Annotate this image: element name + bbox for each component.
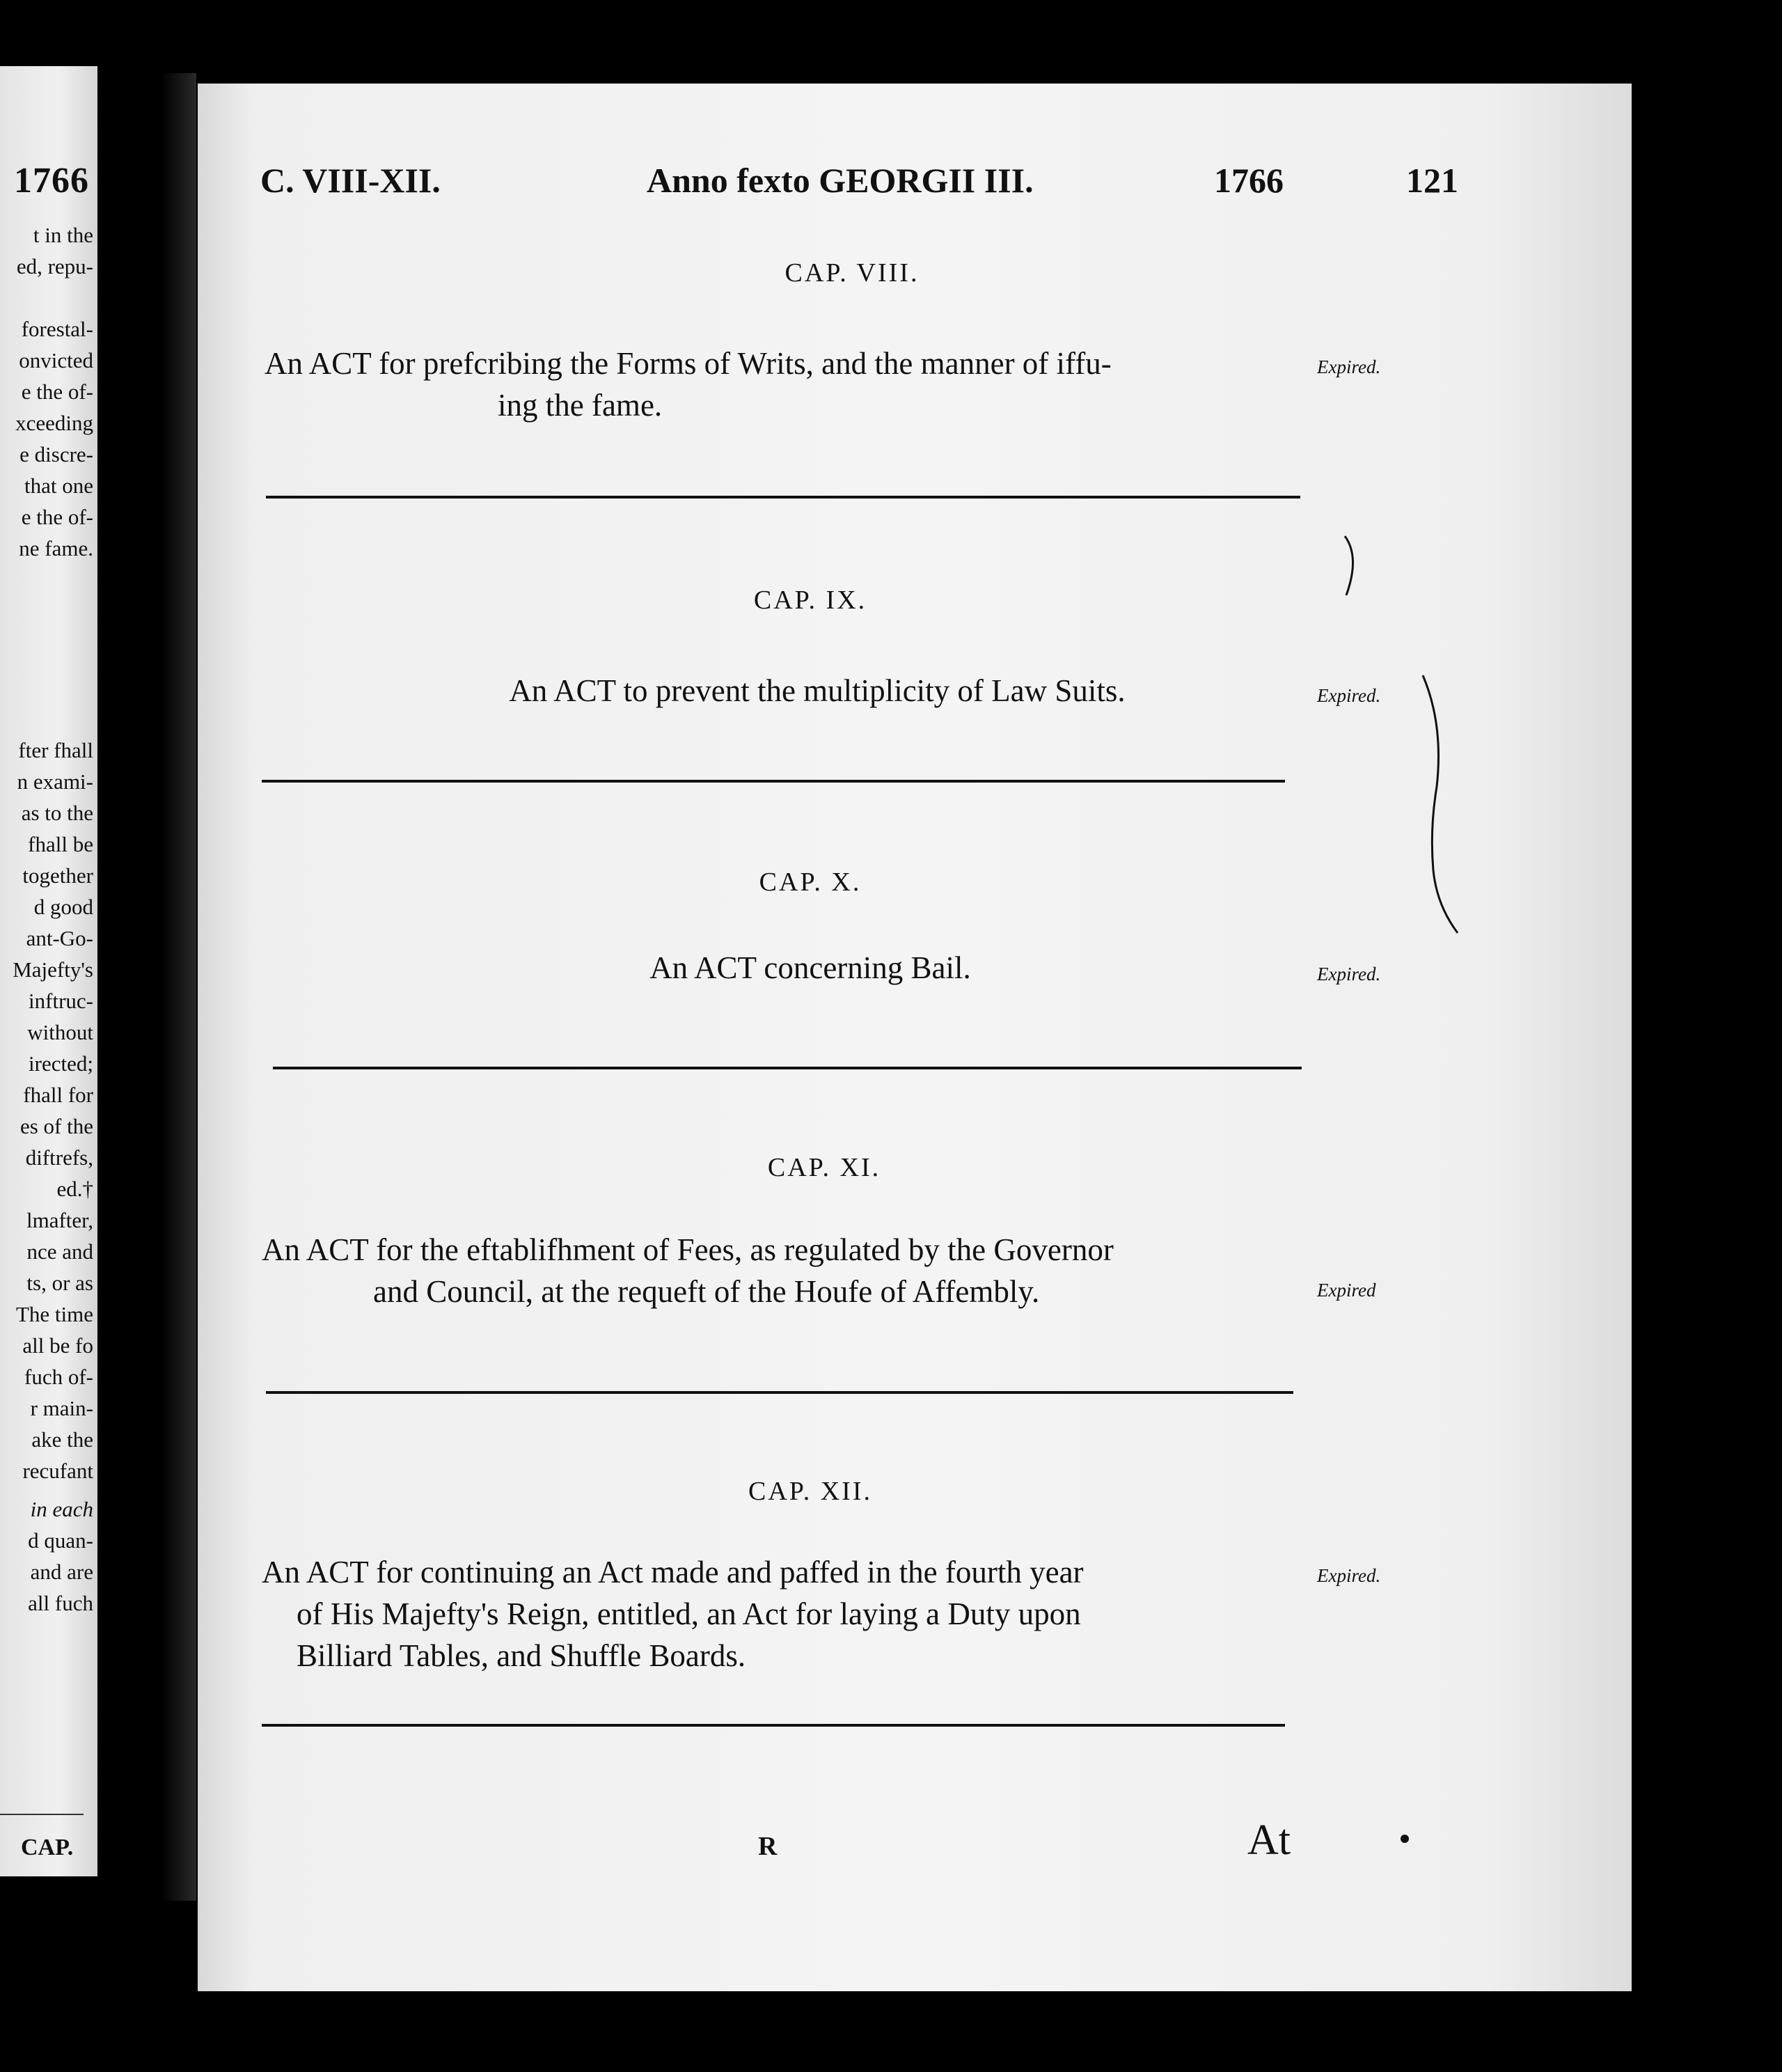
left-page-line: es of the (19, 1114, 93, 1138)
left-page-year: 1766 (14, 161, 89, 201)
left-page-line: The time (15, 1302, 93, 1326)
left-page-line: onvicted (19, 348, 93, 372)
margin-note-expired: Expired. (1317, 964, 1381, 984)
act-title-line: ing the fame. (498, 388, 663, 423)
left-page-line: all be fo (22, 1333, 93, 1358)
act-title-line: An ACT for prefcribing the Forms of Writs, and the manner of iffu- (265, 346, 1112, 381)
left-page-line: and are (30, 1560, 93, 1584)
left-page-line: all fuch (28, 1591, 93, 1615)
left-page-line: in each (30, 1497, 93, 1521)
margin-note-expired: Expired (1317, 1280, 1376, 1301)
chapter-heading: CAP. XII. (748, 1477, 872, 1506)
left-facing-page (0, 66, 97, 1876)
right-page (198, 84, 1632, 1991)
section-rule (266, 496, 1300, 499)
act-title-line: An ACT for continuing an Act made and paffed in the fourth year (262, 1555, 1084, 1590)
left-page-line: inftruc- (29, 989, 93, 1013)
handwritten-bracket-mark (1416, 668, 1472, 947)
section-rule (273, 1067, 1302, 1069)
ink-dot (1401, 1835, 1409, 1843)
left-page-line: e the of- (21, 505, 93, 529)
act-title (262, 1551, 1320, 1677)
left-page-line: e discre- (19, 442, 93, 466)
left-page-catchword: CAP. (21, 1835, 74, 1860)
page-number: 121 (1406, 161, 1458, 200)
left-page-line: fhall for (23, 1083, 93, 1107)
left-page-line: t in the (33, 223, 93, 247)
left-page-line: fuch of- (24, 1365, 93, 1389)
left-page-line: e the of- (21, 379, 93, 404)
running-head-year: 1766 (1214, 161, 1284, 200)
left-page-line: recufant (22, 1459, 93, 1483)
left-page-line: without (27, 1020, 93, 1044)
act-title-line: An ACT to prevent the multiplicity of Law Suits. (509, 673, 1126, 708)
act-title (198, 947, 1423, 989)
act-title (198, 670, 1437, 712)
act-title (262, 1229, 1320, 1312)
act-title (265, 343, 1309, 426)
margin-note-expired: Expired. (1317, 356, 1381, 377)
section-rule (262, 1724, 1285, 1727)
chapter-heading: CAP. IX. (753, 586, 867, 615)
section-rule (266, 1391, 1293, 1394)
act-title-line: An ACT concerning Bail. (649, 950, 971, 985)
act-title-line: and Council, at the requeft of the Houfe of Affembly. (373, 1274, 1040, 1309)
act-title-line: of His Majefty's Reign, entitled, an Act for laying a Duty upon (297, 1596, 1081, 1631)
section-rule (262, 780, 1285, 783)
left-page-line: lmafter, (26, 1208, 93, 1232)
left-page-line: ed, repu- (16, 254, 93, 278)
left-page-line: that one (24, 473, 93, 498)
left-page-line: ne fame. (19, 536, 93, 560)
left-page-line: n exami- (17, 769, 93, 794)
left-page-line: d good (33, 895, 93, 919)
left-page-line: diftrefs, (25, 1145, 93, 1170)
left-page-line: fhall be (28, 832, 93, 856)
running-head-title: Anno fexto GEORGII III. (647, 161, 1034, 200)
margin-note-expired: Expired. (1317, 685, 1381, 706)
left-page-line: ant-Go- (26, 926, 93, 950)
left-page-line: fter fhall (18, 738, 93, 762)
left-page-line: as to the (21, 801, 93, 825)
left-page-line: nce and (26, 1239, 93, 1264)
left-page-line: together (22, 863, 93, 888)
left-page-line: ts, or as (26, 1271, 93, 1295)
left-page-line: r main- (30, 1396, 93, 1420)
act-title-line: An ACT for the eftablifhment of Fees, as regulated by the Governor (262, 1232, 1114, 1267)
book-gutter (161, 73, 196, 1901)
signature-mark: R (758, 1832, 778, 1861)
chapter-heading: CAP. XI. (767, 1153, 881, 1182)
chapter-heading: CAP. X. (759, 868, 862, 897)
chapter-heading: CAP. VIII. (784, 258, 920, 288)
left-page-line: irected; (29, 1051, 93, 1076)
act-title-line: Billiard Tables, and Shuffle Boards. (297, 1638, 746, 1673)
catchword: At (1247, 1816, 1291, 1864)
left-page-line: d quan- (28, 1528, 93, 1553)
left-page-rule (0, 1814, 84, 1815)
running-head-chapters: C. VIII-XII. (260, 161, 441, 200)
left-page-line: forestal- (21, 317, 93, 341)
left-page-line: ake the (31, 1427, 93, 1452)
margin-note-expired: Expired. (1317, 1565, 1381, 1586)
left-page-line: ed.† (56, 1177, 93, 1201)
handwritten-bracket-mark (1339, 529, 1374, 606)
left-page-line: xceeding (15, 411, 93, 435)
left-page-line: Majefty's (13, 957, 93, 982)
